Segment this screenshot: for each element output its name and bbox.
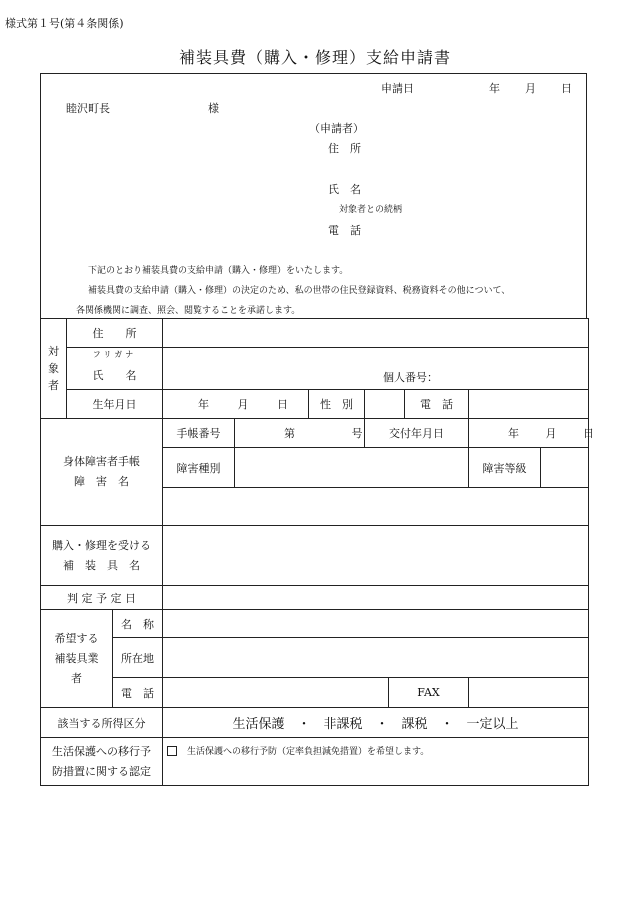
- birth-day: 日: [277, 398, 288, 411]
- statement-line-2: 補装具費の支給申請（購入・修理）の決定のため、私の世帯の住民登録資料、税務資料その他について、: [88, 286, 511, 296]
- vendor-location-label: 所在地: [113, 638, 163, 678]
- notebook-dai: 第: [284, 427, 295, 440]
- device-label-line1: 購入・修理を受ける: [52, 538, 151, 552]
- device-label-line2: 補 装 具 名: [63, 558, 140, 572]
- relation-label: 対象者との続柄: [339, 205, 403, 215]
- disability-label-line2: 障 害 名: [74, 475, 129, 488]
- sex-field[interactable]: [365, 390, 405, 419]
- issue-year: 年: [508, 427, 519, 440]
- honorific: 様: [208, 102, 219, 115]
- birth-year: 年: [198, 398, 209, 411]
- issue-date-field[interactable]: [469, 419, 594, 448]
- vendor-name-field[interactable]: [163, 610, 589, 638]
- subject-group-label: 対 象 者: [41, 319, 67, 419]
- issue-month: 月: [545, 427, 557, 440]
- notebook-number-field[interactable]: [235, 419, 365, 448]
- applicant-section: [40, 73, 587, 318]
- transition-checkbox[interactable]: [167, 746, 177, 756]
- disability-grade-label: 障害等級: [469, 448, 541, 488]
- vendor-fax-label: FAX: [389, 678, 469, 708]
- disability-grade-field[interactable]: [541, 448, 589, 488]
- vendor-phone-label: 電 話: [113, 678, 163, 708]
- subject-name-label: 氏 名: [67, 362, 163, 390]
- application-date-label: 申請日: [381, 82, 414, 95]
- issue-date-label: 交付年月日: [365, 419, 469, 448]
- applicant-name-label: 氏 名: [328, 183, 361, 196]
- my-number-label[interactable]: 個人番号：: [163, 362, 589, 390]
- subject-address-label: 住 所: [67, 319, 163, 348]
- sex-label: 性 別: [309, 390, 365, 419]
- income-category-label: 該当する所得区分: [41, 708, 163, 738]
- vendor-fax-field[interactable]: [469, 678, 589, 708]
- disability-name-field[interactable]: [163, 488, 589, 526]
- transition-label-line2: 防措置に関する認定: [52, 764, 151, 778]
- form-number: 様式第１号(第４条関係): [5, 17, 124, 30]
- issue-day: 日: [583, 427, 594, 440]
- date-year[interactable]: 年: [489, 82, 500, 95]
- vendor-label-line2: 補装具業: [54, 651, 99, 665]
- addressee: 睦沢町長: [66, 102, 110, 115]
- notebook-go: 号: [351, 427, 363, 440]
- vendor-location-field[interactable]: [163, 638, 589, 678]
- device-field[interactable]: [163, 526, 589, 586]
- judgement-date-label: 判 定 予 定 日: [41, 586, 163, 610]
- transition-label-line1: 生活保護への移行予: [52, 744, 151, 758]
- device-label: [41, 526, 163, 586]
- application-table: [40, 318, 594, 786]
- birth-month: 月: [237, 398, 249, 411]
- notebook-number-label: 手帳番号: [163, 419, 235, 448]
- subject-phone-field[interactable]: [469, 390, 589, 419]
- vendor-phone-field[interactable]: [163, 678, 389, 708]
- vendor-name-label: 名 称: [113, 610, 163, 638]
- transition-field: [163, 738, 589, 786]
- vendor-label-line3: 者: [71, 671, 82, 685]
- judgement-date-field[interactable]: [163, 586, 589, 610]
- date-day[interactable]: 日: [561, 82, 572, 95]
- form-title: 補装具費（購入・修理）支給申請書: [178, 48, 451, 67]
- disability-group-label: [41, 419, 163, 526]
- subject-phone-label: 電 話: [405, 390, 469, 419]
- disability-type-field[interactable]: [235, 448, 469, 488]
- vendor-group-label: [41, 610, 113, 708]
- disability-label-line1: 身体障害者手帳: [63, 455, 140, 468]
- transition-checkbox-text: 生活保護への移行予防（定率負担減免措置）を希望します。: [187, 747, 430, 757]
- furigana-label: フリガナ: [67, 348, 163, 362]
- income-category-options[interactable]: 生活保護 ・ 非課税 ・ 課税 ・ 一定以上: [163, 708, 589, 738]
- date-month[interactable]: 月: [525, 82, 536, 95]
- disability-type-label: 障害種別: [163, 448, 235, 488]
- transition-label: [41, 738, 163, 786]
- applicant-label: （申請者）: [309, 122, 364, 135]
- statement-line-3: 各関係機関に調査、照会、閲覧することを承諾します。: [76, 306, 301, 316]
- statement-line-1: 下記のとおり補装具費の支給申請（購入・修理）をいたします。: [88, 266, 349, 276]
- birth-date-field[interactable]: [163, 390, 309, 419]
- furigana-field[interactable]: [163, 348, 589, 362]
- applicant-address-label: 住 所: [328, 142, 361, 155]
- applicant-phone-label: 電 話: [328, 224, 361, 237]
- vendor-label-line1: 希望する: [54, 631, 99, 645]
- birth-date-label: 生年月日: [67, 390, 163, 419]
- subject-address-field[interactable]: [163, 319, 589, 348]
